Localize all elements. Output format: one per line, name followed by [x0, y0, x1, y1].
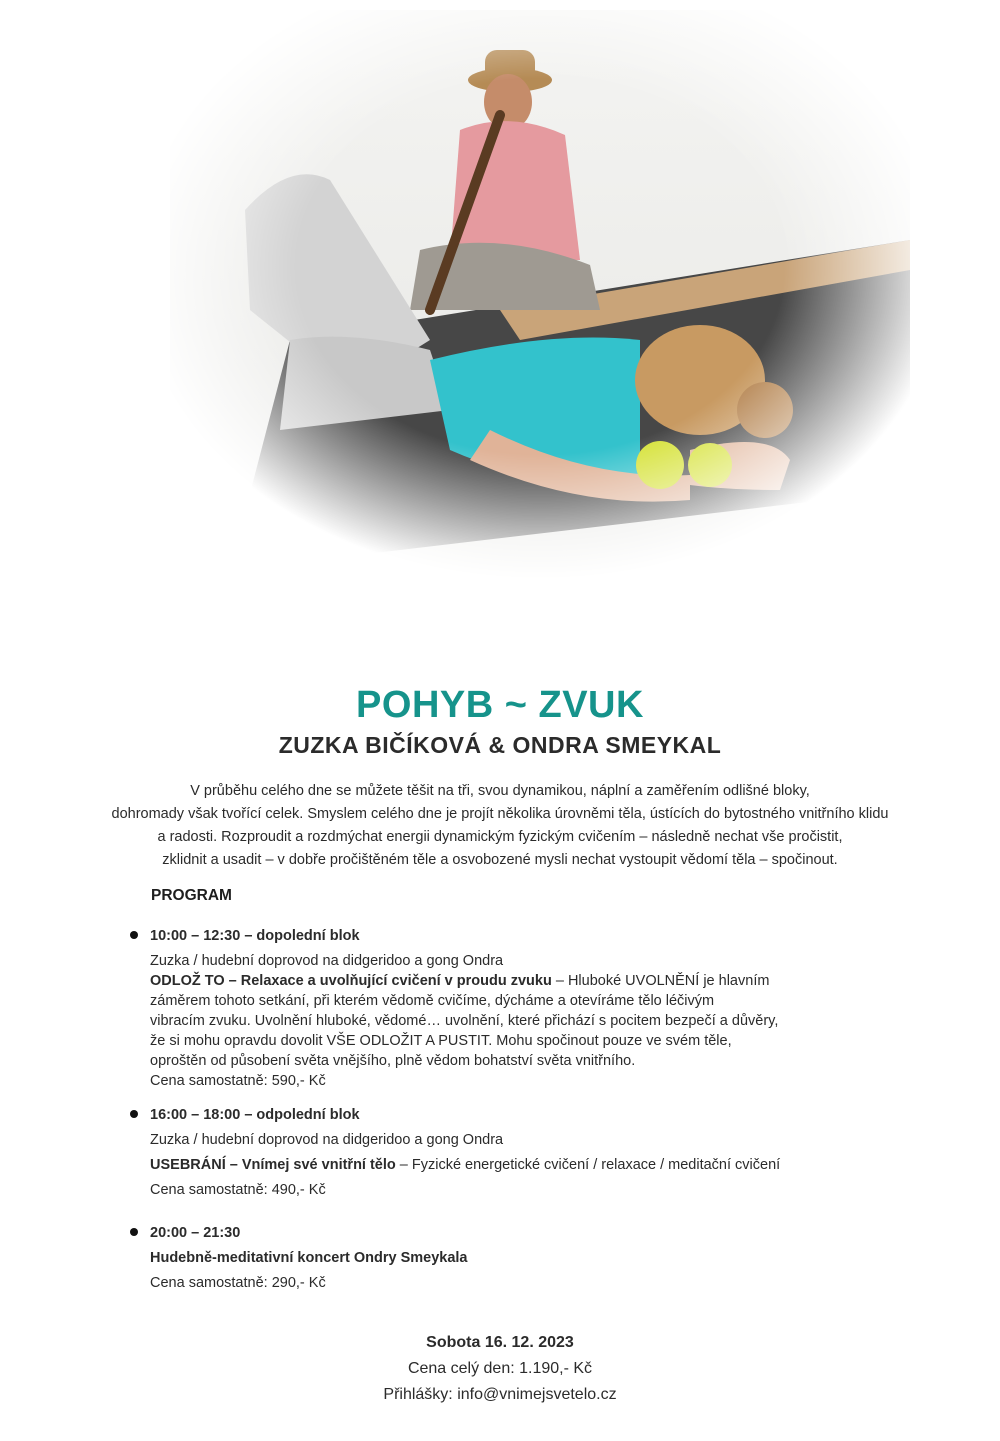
event-date: Sobota 16. 12. 2023	[426, 1334, 574, 1351]
program-heading: PROGRAM	[151, 887, 232, 904]
block-time: 20:00 – 21:30	[150, 1225, 241, 1241]
block-desc-line: že si mohu opravdu dovolit VŠE ODLOŽIT A PUSTIT. Mohu spočinout pouze ve svém těle,	[150, 1033, 732, 1049]
intro-line: V průběhu celého dne se můžete těšit na tři, svou dynamikou, náplní a zaměřením odlišné bloky,	[190, 783, 810, 799]
program-block-afternoon	[150, 1105, 870, 1200]
event-subtitle: ZUZKA BIČÍKOVÁ & ONDRA SMEYKAL	[278, 732, 722, 758]
event-title: POHYB ~ ZVUK	[356, 684, 644, 726]
bullet-icon	[130, 931, 138, 939]
bullet-icon	[130, 1228, 138, 1236]
bullet-icon	[130, 1110, 138, 1118]
block-time: 16:00 – 18:00 – odpolední blok	[150, 1107, 360, 1123]
program-block-evening	[150, 1223, 870, 1293]
block-price: Cena samostatně: 490,- Kč	[150, 1182, 326, 1198]
block-desc: – Hluboké UVOLNĚNÍ je hlavním	[551, 973, 770, 989]
block-lead: Zuzka / hudební doprovod na didgeridoo a gong Ondra	[150, 953, 504, 969]
block-name: ODLOŽ TO – Relaxace a uvolňující cvičení v proudu zvuku	[150, 973, 552, 989]
intro-paragraph	[40, 780, 960, 872]
block-time: 10:00 – 12:30 – dopolední blok	[150, 928, 360, 944]
block-desc-line: vibracím zvuku. Uvolnění hluboké, vědomé… uvolnění, které přichází s pocitem bezpečí a důvěry,	[150, 1013, 779, 1029]
block-name: USEBRÁNÍ – Vnímej své vnitřní tělo	[150, 1157, 396, 1173]
block-desc-line: oproštěn od působení světa vnějšího, plně vědom bohatství světa vnitřního.	[150, 1053, 636, 1069]
full-day-price: Cena celý den: 1.190,- Kč	[407, 1360, 593, 1377]
intro-line: zklidnit a usadit – v dobře pročištěném těle a osvobozené mysli nechat vystoupit vědomí těla – spočinout.	[162, 852, 838, 868]
intro-line: dohromady však tvořící celek. Smyslem celého dne je projít několika úrovněmi těla, ústících do bytostného vnitřního klidu	[111, 806, 889, 822]
block-price: Cena samostatně: 290,- Kč	[150, 1275, 326, 1291]
hero-illustration	[170, 10, 910, 580]
block-desc: – Fyzické energetické cvičení / relaxace / meditační cvičení	[395, 1157, 781, 1173]
hero-photo	[170, 10, 910, 580]
program-block-morning	[150, 926, 870, 1091]
signup-contact: Přihlášky: info@vnimejsvetelo.cz	[383, 1386, 617, 1403]
block-desc-line: záměrem tohoto setkání, při kterém vědomě cvičíme, dýcháme a otevíráme tělo léčivým	[150, 993, 715, 1009]
block-name: Hudebně-meditativní koncert Ondry Smeykala	[150, 1250, 468, 1266]
intro-line: a radosti. Rozproudit a rozdmýchat energii dynamickým fyzickým cvičením – následně nechat vše pročistit,	[157, 829, 843, 845]
block-lead: Zuzka / hudební doprovod na didgeridoo a gong Ondra	[150, 1132, 504, 1148]
block-price: Cena samostatně: 590,- Kč	[150, 1073, 326, 1089]
